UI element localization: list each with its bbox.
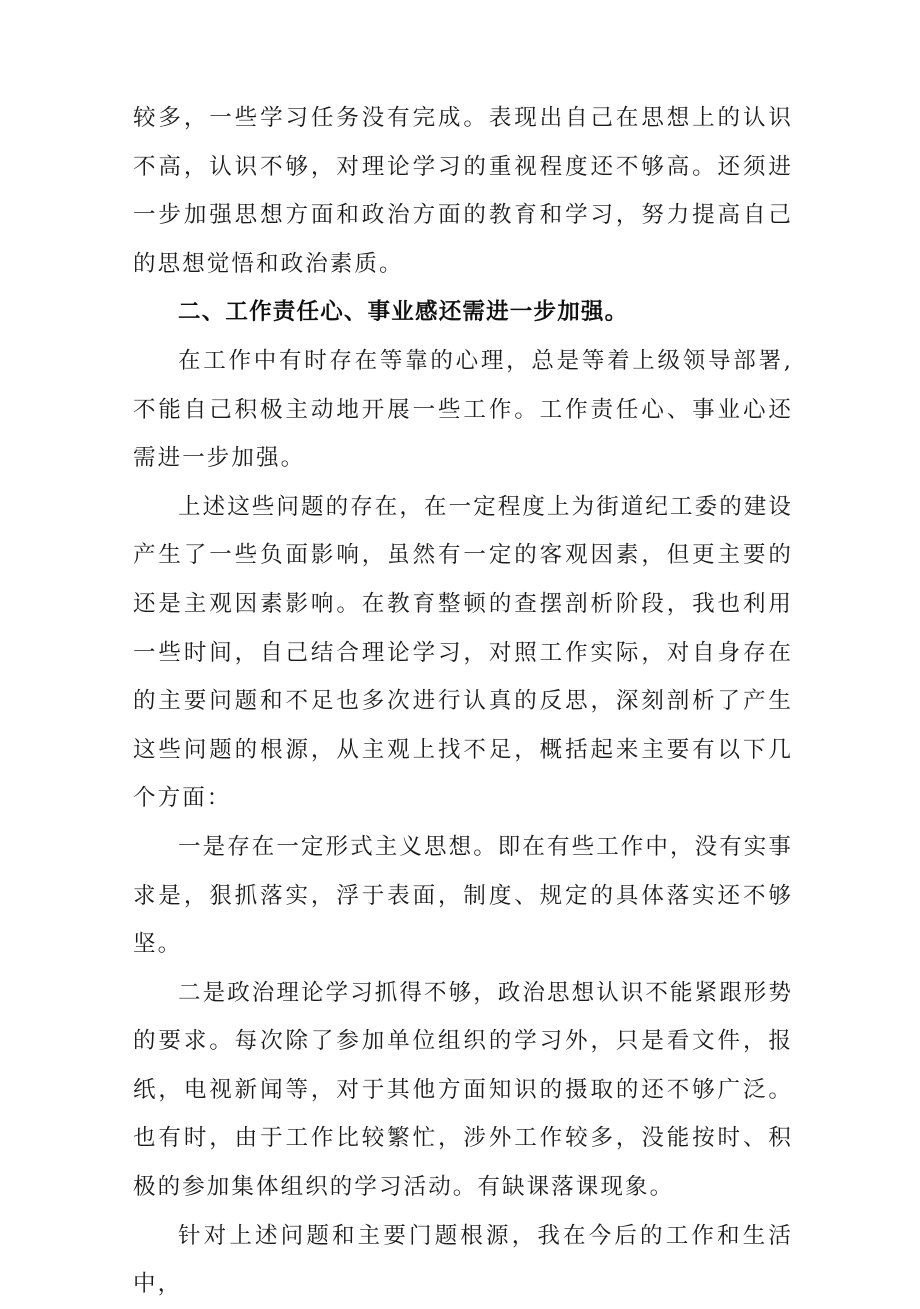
- paragraph: 上述这些问题的存在，在一定程度上为街道纪工委的建设产生了一些负面影响，虽然有一定的客观因素，但更主要的还是主观因素影响。在教育整顿的查摆剖析阶段，我也利用一些时间，自己结合理论学习，对照工作实际，对自身存在的主要问题和不足也多次进行认真的反思，深刻剖析了产生这些问题的根源，从主观上找不足，概括起来主要有以下几个方面：: [133, 493, 794, 812]
- paragraph: 在工作中有时存在等靠的心理，总是等着上级领导部署,不能自己积极主动地开展一些工作。工作责任心、事业心还需进一步加强。: [133, 347, 793, 472]
- paragraph: 一是存在一定形式主义思想。即在有些工作中，没有实事求是，狠抓落实，浮于表面，制度、规定的具体落实还不够坚。: [133, 833, 794, 958]
- paragraph: 二是政治理论学习抓得不够，政治思想认识不能紧跟形势的要求。每次除了参加单位组织的学习外，只是看文件，报纸，电视新闻等，对于其他方面知识的摄取的还不够广泛。也有时，由于工作比较繁忙，涉外工作较多，没能按时、积极的参加集体组织的学习活动。有缺课落课现象。: [133, 979, 794, 1201]
- paragraph-continuation: 较多，一些学习任务没有完成。表现出自己在思想上的认识不高，认识不够，对理论学习的重视程度还不够高。还须进一步加强思想方面和政治方面的教育和学习，努力提高自己的思想觉悟和政治素质。: [133, 105, 793, 277]
- paragraph: 针对上述问题和主要门题根源，我在今后的工作和生活中，: [133, 1222, 793, 1298]
- section-heading-2: 二、工作责任心、事业感还需进一步加强。: [178, 299, 629, 326]
- document-body: [133, 94, 793, 1309]
